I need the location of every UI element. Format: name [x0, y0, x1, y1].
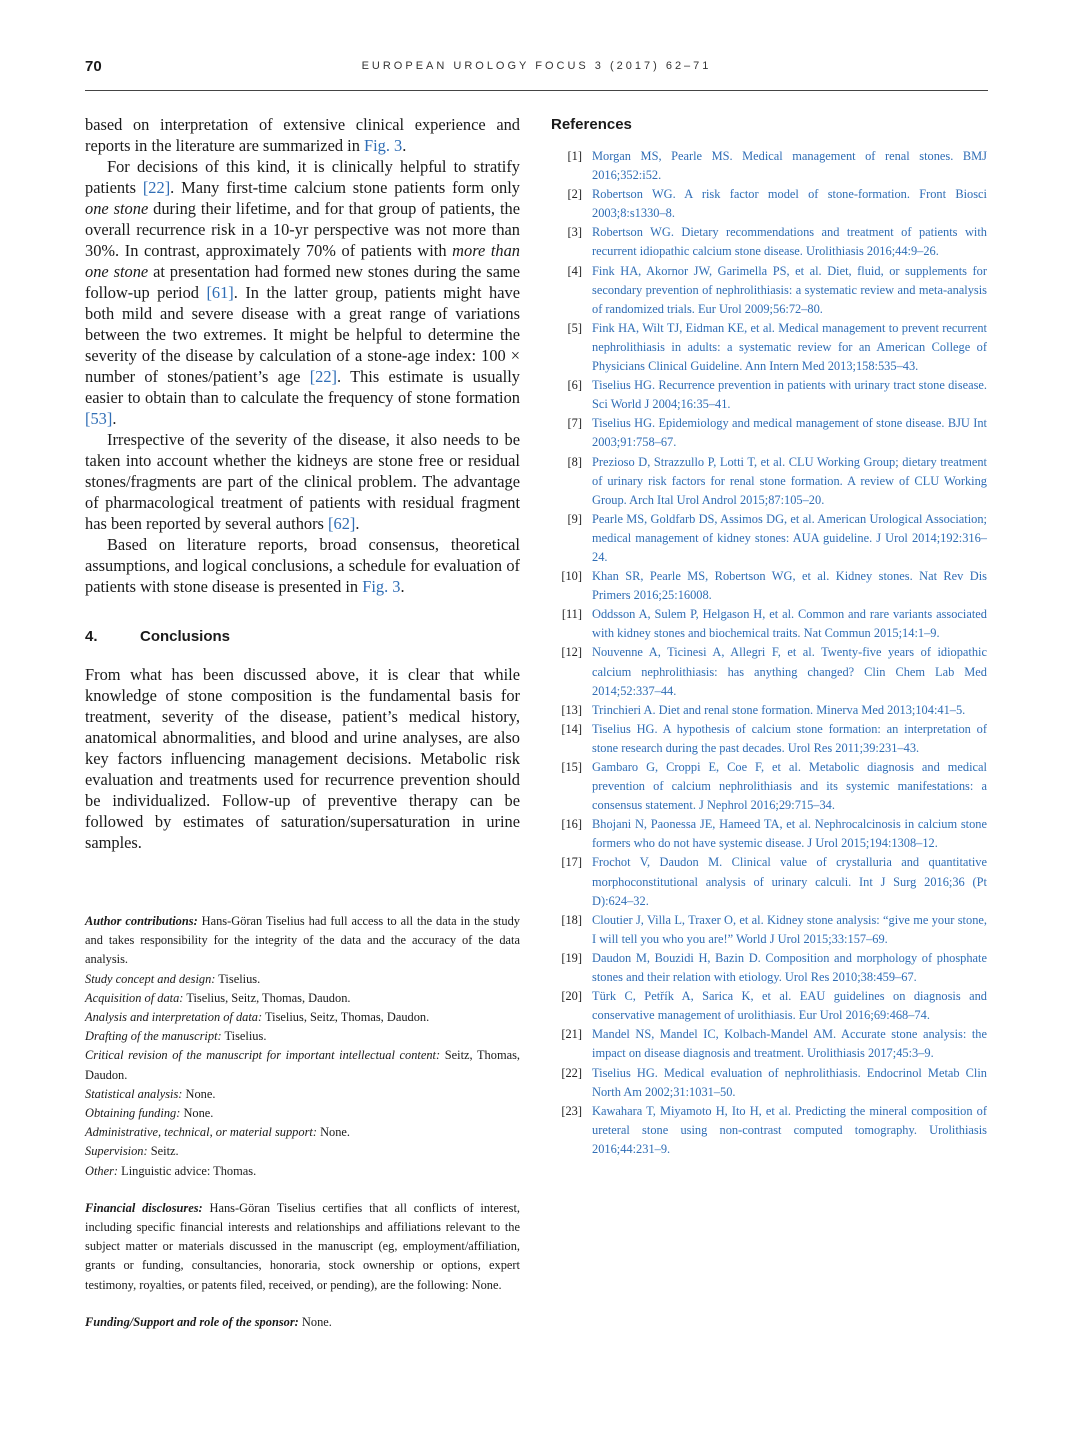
section-number: 4.	[85, 628, 98, 645]
citation-link[interactable]: [22]	[309, 367, 337, 386]
note-item: Study concept and design: Tiselius.	[85, 971, 261, 986]
paragraph-3: Irrespective of the severity of the disease, it also needs to be taken into account whether the kidneys are stone free or residual stones/fragments are part of the clinical problem. The advantage of pharmacological treatment of patients with residual fragment has been reported by several authors [62].	[85, 430, 520, 533]
note-item: Critical revision of the manuscript for important intellectual content: Seitz, Thomas, Daudon.	[85, 1048, 521, 1082]
reference-item: [18] Cloutier J, Villa L, Traxer O, et al. Kidney stone analysis: “give me your stone, I will tell you who you are!” World J Urol 2015;33:157–69.	[551, 911, 987, 949]
reference-item: [15] Gambaro G, Croppi E, Coe F, et al. Metabolic diagnosis and medical prevention of calcium nephrolithiasis and its systemic manifestations: a consensus statement. J Nephrol 2016;29:715–34.	[551, 758, 987, 815]
reference-item: [21] Mandel NS, Mandel IC, Kolbach-Mandel AM. Accurate stone analysis: the impact on disease diagnosis and treatment. Urolithiasis 2017;45:3–9.	[551, 1025, 987, 1063]
reference-link[interactable]: Robertson WG. A risk factor model of stone-formation. Front Biosci 2003;8:s1330–8.	[592, 187, 987, 221]
citation-link[interactable]: [22]	[142, 178, 171, 197]
reference-item: [7] Tiselius HG. Epidemiology and medical management of stone disease. BJU Int 2003;91:758–67.	[551, 414, 987, 452]
reference-link[interactable]: Oddsson A, Sulem P, Helgason H, et al. Common and rare variants associated with kidney stones and biochemical traits. Nat Commun 2015;14:1–9.	[592, 607, 987, 641]
journal-title: EUROPEAN UROLOGY FOCUS 3 (2017) 62–71	[361, 60, 712, 72]
citation-link[interactable]: [61]	[206, 283, 234, 302]
spacer	[85, 1181, 520, 1199]
reference-link[interactable]: Gambaro G, Croppi E, Coe F, et al. Metabolic diagnosis and medical prevention of calcium nephrolithiasis and its systemic manifestations: a consensus statement. J Nephrol 2016;29:715–34.	[592, 760, 987, 813]
note-item: Other: Linguistic advice: Thomas.	[85, 1163, 257, 1178]
reference-item: [14] Tiselius HG. A hypothesis of calcium stone formation: an interpretation of stone research during the past decades. Urol Res 2011;39:231–43.	[551, 720, 987, 758]
references-column	[551, 116, 987, 1159]
reference-item: [9] Pearle MS, Goldfarb DS, Assimos DG, et al. American Urological Association; medical management of kidney stones: AUA guideline. J Urol 2014;192:316–24.	[551, 510, 987, 567]
reference-link[interactable]: Trinchieri A. Diet and renal stone formation. Minerva Med 2013;104:41–5.	[592, 702, 966, 717]
reference-link[interactable]: Fink HA, Akornor JW, Garimella PS, et al. Diet, fluid, or supplements for secondary prevention of nephrolithiasis: a systematic review and meta-analysis of randomized trials. Eur Urol 2009;56:72–80.	[592, 263, 987, 316]
reference-link[interactable]: Tiselius HG. Epidemiology and medical management of stone disease. BJU Int 2003;91:758–67.	[592, 416, 987, 450]
reference-item: [22] Tiselius HG. Medical evaluation of nephrolithiasis. Endocrinol Metab Clin North Am 2002;31:1031–50.	[551, 1064, 987, 1102]
reference-item: [5] Fink HA, Wilt TJ, Eidman KE, et al. Medical management to prevent recurrent nephrolithiasis in adults: a systematic review for an American College of Physicians Clinical Guideline. Ann Intern Med 2013;158:535–43.	[551, 319, 987, 376]
note-item: Administrative, technical, or material support: None.	[85, 1125, 351, 1140]
reference-link[interactable]: Mandel NS, Mandel IC, Kolbach-Mandel AM. Accurate stone analysis: the impact on disease diagnosis and treatment. Urolithiasis 2017;45:3–9.	[592, 1027, 987, 1061]
note-item: Obtaining funding: None.	[85, 1106, 214, 1121]
paragraph-2: For decisions of this kind, it is clinically helpful to stratify patients [22]. Many first-time calcium stone patients form only one stone during their lifetime, and for that group of patients, the overall recurrence risk in a 10-yr perspective was not more than 30%. In contrast, approximately 70% of patients with more than one stone at presentation had formed new stones during the same follow-up period [61]. In the latter group, patients might have both mild and severe disease with a great range of variations between the two extremes. It might be helpful to determine the severity of the disease by calculation of a stone-age index: 100 × number of stones/patient’s age [22]. This estimate is usually easier to obtain than to calculate the frequency of stone formation [53].	[85, 157, 520, 428]
note-item: Drafting of the manuscript: Tiselius.	[85, 1029, 267, 1044]
reference-item: [10] Khan SR, Pearle MS, Robertson WG, et al. Kidney stones. Nat Rev Dis Primers 2016;25:16008.	[551, 567, 987, 605]
financial-disclosures: Financial disclosures: Hans-Göran Tiselius certifies that all conflicts of interest, including specific financial interests and relationships and affiliations relevant to the subject matter or materials discussed in the manuscript (eg, employment/affiliation, grants or funding, consultancies, honoraria, stock ownership or options, expert testimony, royalties, or patents filed, received, or pending), are the following: None.	[85, 1200, 520, 1292]
note-item: Acquisition of data: Tiselius, Seitz, Thomas, Daudon.	[85, 990, 351, 1005]
reference-link[interactable]: Türk C, Petřík A, Sarica K, et al. EAU guidelines on diagnosis and conservative management of urolithiasis. Eur Urol 2016;69:468–74.	[592, 989, 987, 1023]
reference-item: [23] Kawahara T, Miyamoto H, Ito H, et al. Predicting the mineral composition of ureteral stone using non-contrast computed tomography. Urolithiasis 2016;44:231–9.	[551, 1102, 987, 1159]
reference-item: [4] Fink HA, Akornor JW, Garimella PS, et al. Diet, fluid, or supplements for secondary prevention of nephrolithiasis: a systematic review and meta-analysis of randomized trials. Eur Urol 2009;56:72–80.	[551, 262, 987, 319]
left-column	[85, 114, 520, 853]
reference-item: [20] Türk C, Petřík A, Sarica K, et al. EAU guidelines on diagnosis and conservative management of urolithiasis. Eur Urol 2016;69:468–74.	[551, 987, 987, 1025]
reference-link[interactable]: Tiselius HG. A hypothesis of calcium stone formation: an interpretation of stone research during the past decades. Urol Res 2011;39:231–43.	[592, 721, 987, 755]
reference-link[interactable]: Kawahara T, Miyamoto H, Ito H, et al. Predicting the mineral composition of ureteral stone using non-contrast computed tomography. Urolithiasis 2016;44:231–9.	[592, 1103, 987, 1156]
reference-item: [3] Robertson WG. Dietary recommendations and treatment of patients with recurrent idiopathic calcium stone disease. Urolithiasis 2016;44:9–26.	[551, 223, 987, 261]
reference-link[interactable]: Daudon M, Bouzidi H, Bazin D. Composition and morphology of phosphate stones and their relation with etiology. Urol Res 2010;38:459–67.	[592, 950, 987, 985]
note-item: Analysis and interpretation of data: Tiselius, Seitz, Thomas, Daudon.	[85, 1010, 430, 1025]
reference-item: [19] Daudon M, Bouzidi H, Bazin D. Composition and morphology of phosphate stones and their relation with etiology. Urol Res 2010;38:459–67.	[551, 949, 987, 987]
reference-item: [11] Oddsson A, Sulem P, Helgason H, et al. Common and rare variants associated with kidney stones and biochemical traits. Nat Commun 2015;14:1–9.	[551, 605, 987, 643]
section-heading	[85, 628, 520, 645]
reference-link[interactable]: Cloutier J, Villa L, Traxer O, et al. Kidney stone analysis: “give me your stone, I will tell you who you are!” World J Urol 2015;33:157–69.	[592, 912, 987, 946]
reference-item: [16] Bhojani N, Paonessa JE, Hameed TA, et al. Nephrocalcinosis in calcium stone formers who do not have systemic disease. J Urol 2015;194:1308–12.	[551, 815, 987, 853]
reference-link[interactable]: Frochot V, Daudon M. Clinical value of crystalluria and quantitative morphoconstitutional analysis of urinary calculi. Int J Surg 2016;36 (Pt D):624–32.	[592, 855, 987, 908]
reference-link[interactable]: Fink HA, Wilt TJ, Eidman KE, et al. Medical management to prevent recurrent nephrolithiasis in adults: a systematic review for an American College of Physicians Clinical Guideline. Ann Intern Med 2013;158:535–43.	[592, 320, 987, 374]
figure-link[interactable]: Fig. 3	[362, 577, 401, 596]
reference-item: [12] Nouvenne A, Ticinesi A, Allegri F, et al. Twenty-five years of idiopathic calcium nephrolithiasis: has anything changed? Clin Chem Lab Med 2014;52:337–44.	[551, 643, 987, 700]
reference-link[interactable]: Robertson WG. Dietary recommendations and treatment of patients with recurrent idiopathic calcium stone disease. Urolithiasis 2016;44:9–26.	[592, 225, 987, 259]
conclusion-paragraph: From what has been discussed above, it is clear that while knowledge of stone composition is the fundamental basis for treatment, severity of the disease, patient’s medical history, anatomical abnormalities, and blood and urine analyses, are also key factors influencing management decisions. Metabolic risk evaluation and treatments used for recurrence prevention should be individualized. Follow-up of preventive therapy can be followed by estimates of saturation/supersaturation in urine samples.	[85, 665, 520, 852]
page-number: 70	[85, 58, 102, 75]
figure-link[interactable]: Fig. 3	[364, 136, 403, 155]
reference-item: [17] Frochot V, Daudon M. Clinical value of crystalluria and quantitative morphoconstitutional analysis of urinary calculi. Int J Surg 2016;36 (Pt D):624–32.	[551, 853, 987, 910]
reference-item: [2] Robertson WG. A risk factor model of stone-formation. Front Biosci 2003;8:s1330–8.	[551, 185, 987, 223]
reference-link[interactable]: Tiselius HG. Medical evaluation of nephrolithiasis. Endocrinol Metab Clin North Am 2002;31:1031–50.	[592, 1065, 987, 1099]
paragraph-4: Based on literature reports, broad consensus, theoretical assumptions, and logical conclusions, a schedule for evaluation of patients with stone disease is presented in Fig. 3.	[85, 535, 520, 596]
reference-link[interactable]: Morgan MS, Pearle MS. Medical management of renal stones. BMJ 2016;352:i52.	[592, 149, 987, 183]
spacer	[85, 1295, 520, 1313]
note-item: Supervision: Seitz.	[85, 1144, 179, 1159]
reference-item: [1] Morgan MS, Pearle MS. Medical management of renal stones. BMJ 2016;352:i52.	[551, 147, 987, 185]
citation-link[interactable]: [53]	[85, 409, 113, 428]
reference-link[interactable]: Prezioso D, Strazzullo P, Lotti T, et al. CLU Working Group; dietary treatment of urinary risk factors for renal stone formation. A review of CLU Working Group. Arch Ital Urol Androl 2015;87:105–20.	[592, 454, 987, 507]
funding-support: Funding/Support and role of the sponsor: None.	[85, 1314, 332, 1329]
reference-link[interactable]: Nouvenne A, Ticinesi A, Allegri F, et al. Twenty-five years of idiopathic calcium nephrolithiasis: has anything changed? Clin Chem Lab Med 2014;52:337–44.	[592, 645, 987, 698]
reference-link[interactable]: Bhojani N, Paonessa JE, Hameed TA, et al. Nephrocalcinosis in calcium stone formers who do not have systemic disease. J Urol 2015;194:1308–12.	[592, 817, 987, 851]
citation-link[interactable]: [62]	[328, 514, 356, 533]
reference-item: [8] Prezioso D, Strazzullo P, Lotti T, et al. CLU Working Group; dietary treatment of urinary risk factors for renal stone formation. A review of CLU Working Group. Arch Ital Urol Androl 2015;87:105–20.	[551, 453, 987, 510]
author-notes	[85, 912, 520, 1332]
reference-item: [13] Trinchieri A. Diet and renal stone formation. Minerva Med 2013;104:41–5.	[551, 701, 987, 720]
reference-item: [6] Tiselius HG. Recurrence prevention in patients with urinary tract stone disease. Sci World J 2004;16:35–41.	[551, 376, 987, 414]
section-title: Conclusions	[140, 628, 231, 645]
page-header	[85, 56, 988, 92]
reference-link[interactable]: Tiselius HG. Recurrence prevention in patients with urinary tract stone disease. Sci World J 2004;16:35–41.	[592, 378, 987, 412]
note-item: Statistical analysis: None.	[85, 1086, 216, 1101]
paragraph-1: based on interpretation of extensive clinical experience and reports in the literature are summarized in Fig. 3.	[85, 115, 520, 155]
references-heading: References	[551, 116, 632, 133]
reference-link[interactable]: Khan SR, Pearle MS, Robertson WG, et al. Kidney stones. Nat Rev Dis Primers 2016;25:16008.	[592, 569, 987, 603]
reference-link[interactable]: Pearle MS, Goldfarb DS, Assimos DG, et al. American Urological Association; medical management of kidney stones: AUA guideline. J Urol 2014;192:316–24.	[592, 511, 987, 564]
header-rule	[85, 90, 988, 91]
author-contributions: Author contributions: Hans-Göran Tiselius had full access to all the data in the study and takes responsibility for the integrity of the data and the accuracy of the data analysis.	[85, 914, 520, 967]
